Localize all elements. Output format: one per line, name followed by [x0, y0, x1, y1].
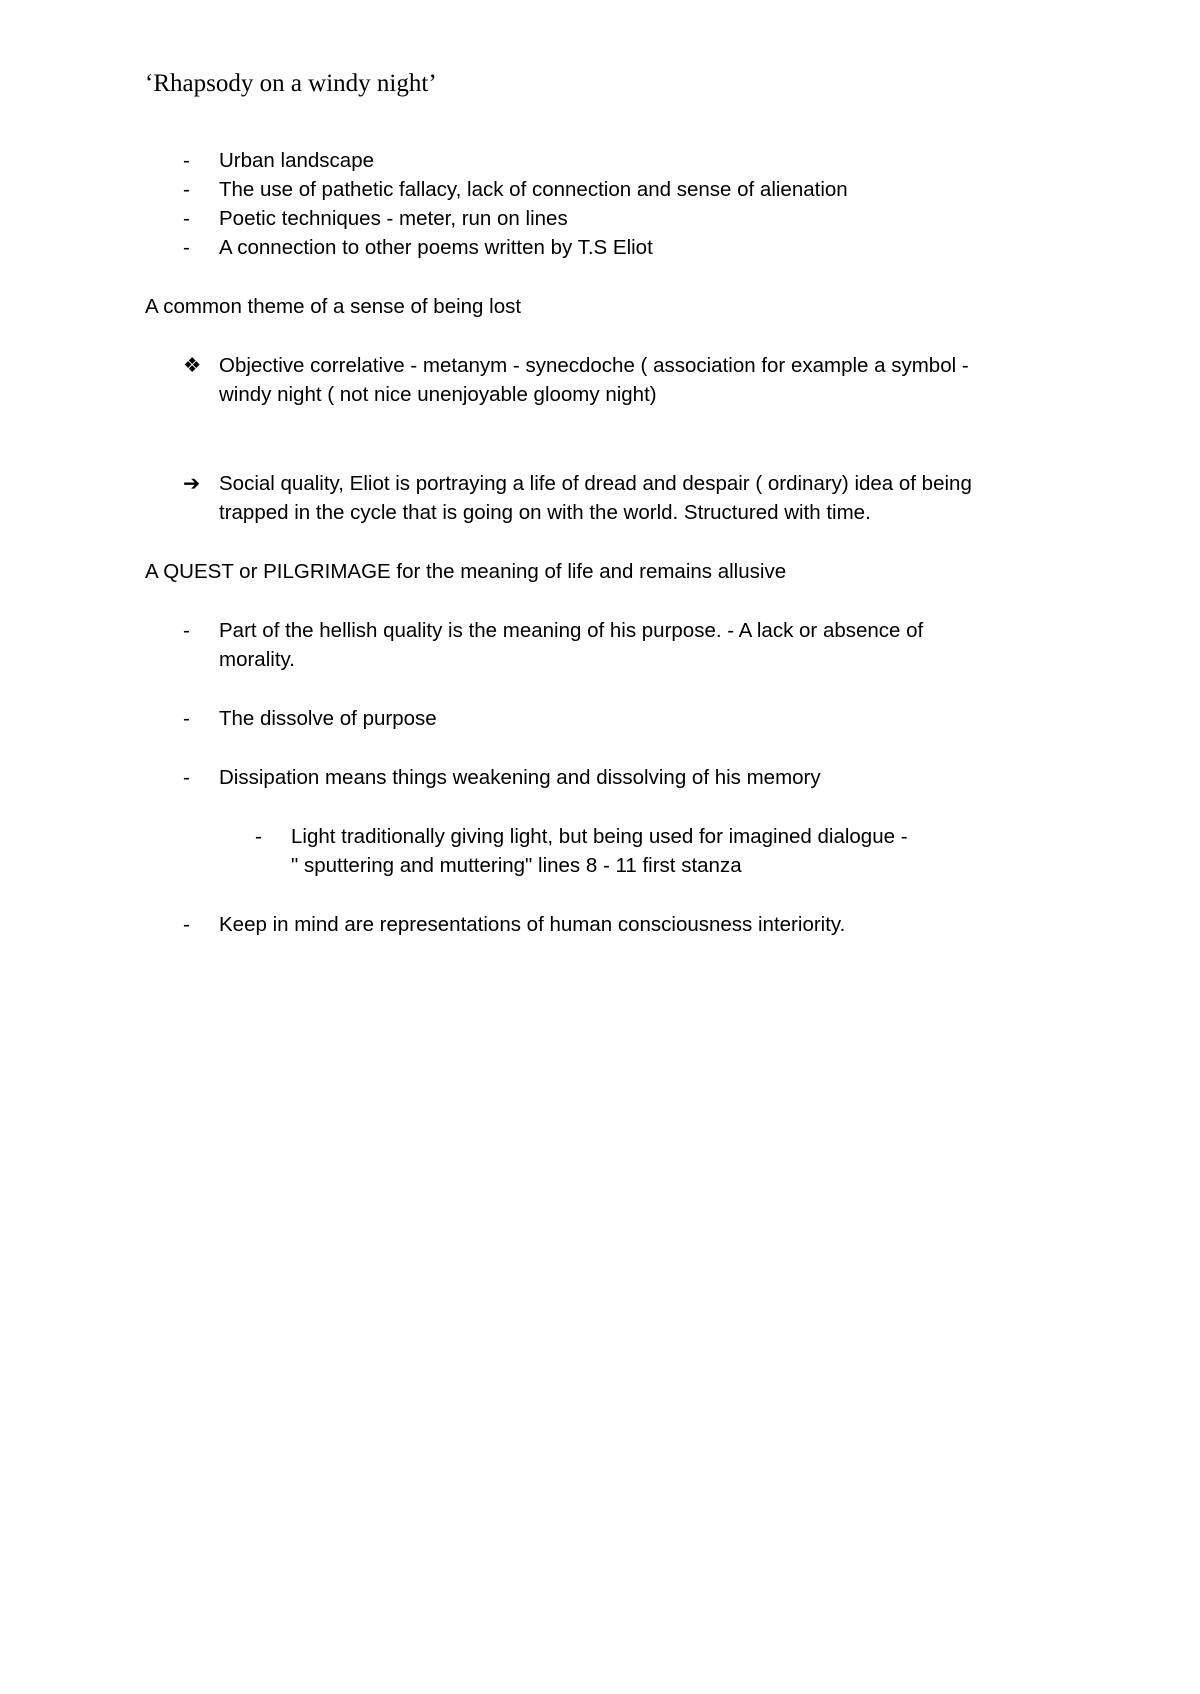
dash-bullet: - [183, 149, 190, 172]
list-item-text: Poetic techniques - meter, run on lines [219, 207, 568, 230]
theme-paragraph: A common theme of a sense of being lost [145, 295, 522, 318]
list-item-text: The dissolve of purpose [219, 707, 437, 730]
diamond-bullet-icon: ❖ [183, 354, 202, 377]
dash-bullet: - [183, 236, 190, 259]
list-item-text: The use of pathetic fallacy, lack of connection and sense of alienation [219, 178, 848, 201]
dash-bullet: - [183, 207, 190, 230]
list-item-text-line: " sputtering and muttering" lines 8 - 11 first stanza [291, 854, 742, 877]
dash-bullet: - [183, 707, 190, 730]
list-item-text: Dissipation means things weakening and dissolving of his memory [219, 766, 821, 789]
page-title: ‘Rhapsody on a windy night’ [145, 70, 437, 97]
dash-bullet: - [183, 913, 190, 936]
quest-paragraph: A QUEST or PILGRIMAGE for the meaning of life and remains allusive [145, 560, 787, 583]
list-item-text-line: Objective correlative - metanym - synecdoche ( association for example a symbol - [219, 354, 969, 377]
list-item-text-line: windy night ( not nice unenjoyable gloomy night) [219, 383, 657, 406]
list-item-text: A connection to other poems written by T.S Eliot [219, 236, 653, 259]
dash-bullet: - [183, 766, 190, 789]
list-item-text-line: Part of the hellish quality is the meaning of his purpose. - A lack or absence of [219, 619, 924, 642]
list-item-text-line: Social quality, Eliot is portraying a life of dread and despair ( ordinary) idea of being [219, 472, 972, 495]
arrow-bullet-icon: ➔ [183, 472, 201, 495]
dash-bullet: - [183, 178, 190, 201]
list-item-text-line: morality. [219, 648, 295, 671]
dash-bullet: - [255, 825, 262, 848]
list-item-text: Keep in mind are representations of human consciousness interiority. [219, 913, 846, 936]
list-item-text: Urban landscape [219, 149, 374, 172]
dash-bullet: - [183, 619, 190, 642]
list-item-text-line: trapped in the cycle that is going on with the world. Structured with time. [219, 501, 871, 524]
list-item-text-line: Light traditionally giving light, but being used for imagined dialogue - [291, 825, 908, 848]
